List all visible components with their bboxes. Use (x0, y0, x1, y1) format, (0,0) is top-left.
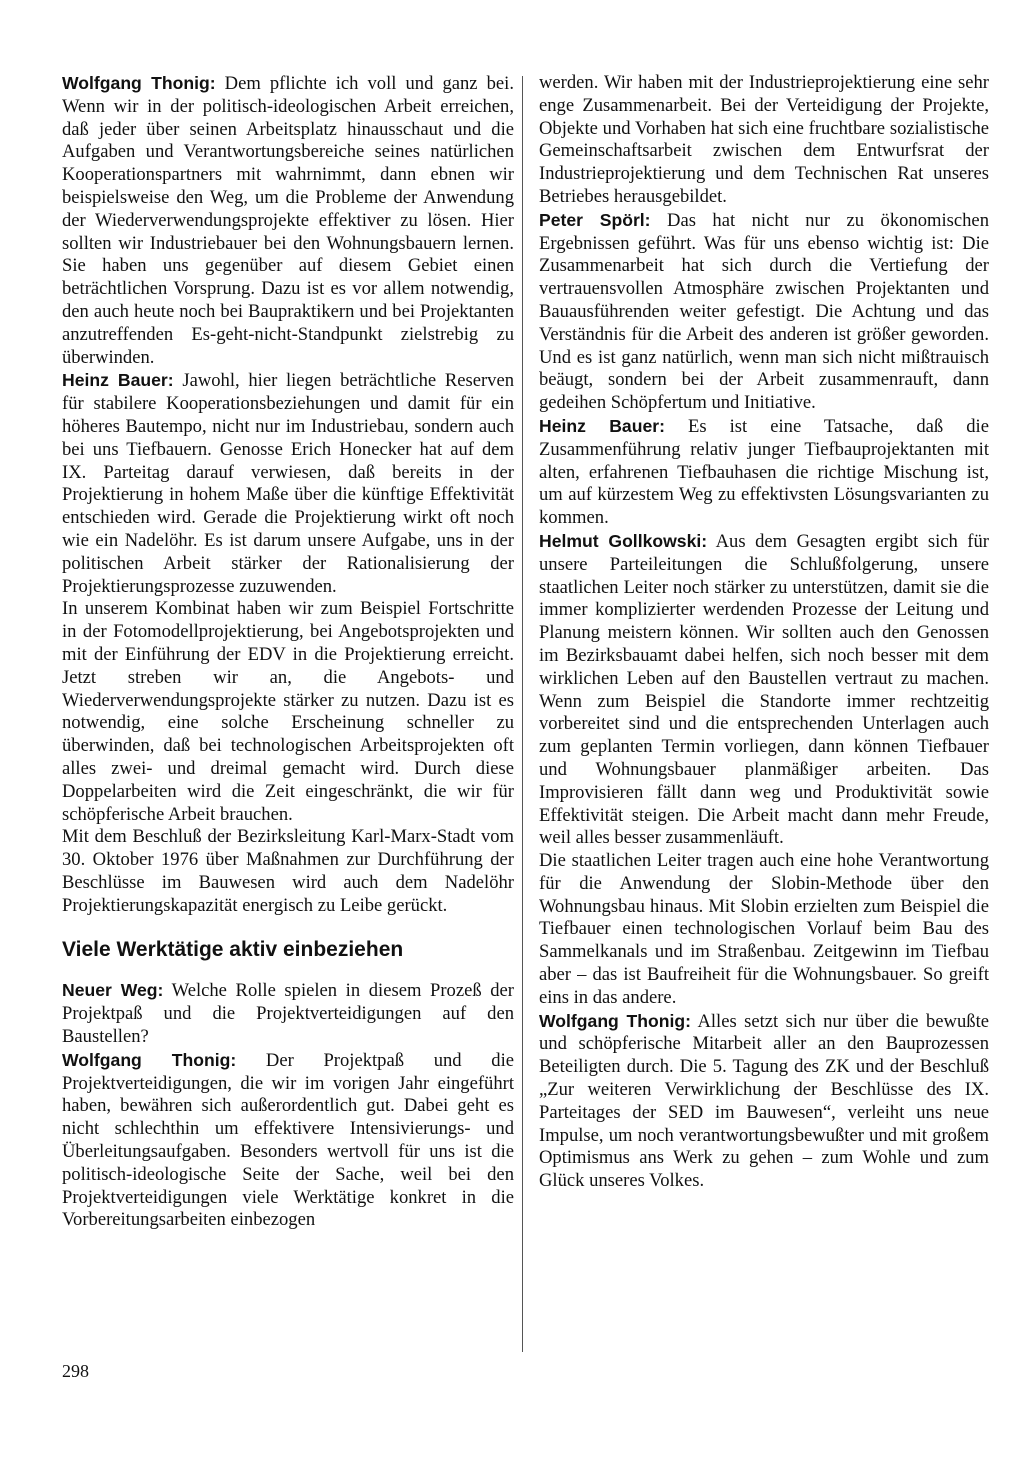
paragraph-text: Alles setzt sich nur über die bewußte und schöpferische Mitarbeit aller an den Bauprozessen Beteiligten durch. Die 5. Tagung des ZK und der Beschluß „Zur weiteren Verwirklichung der Beschlüsse des IX. Parteitages der SED im Bauwesen“, verleiht uns neue Impulse, um noch verantwortungsbewußter und mit großem Optimismus ans Werk zu gehen – zum Wohle und zum Glück unseres Volkes. (539, 1010, 989, 1192)
speaker-name: Helmut Gollkowski: (539, 530, 708, 551)
paragraph (62, 72, 514, 369)
paragraph-text: Welche Rolle spielen in diesem Prozeß der Projektpaß und die Projektverteidigungen auf den Baustellen? (62, 980, 514, 1048)
speaker-name: Heinz Bauer: (62, 370, 174, 391)
left-column (62, 72, 514, 1232)
paragraph (539, 530, 989, 850)
paragraph-text: Der Projektpaß und die Projektverteidigungen, die wir im vorigen Jahr eingeführt haben, bewähren sich außerordentlich gut. Dabei geht es nicht schlechthin um effektivere Intensivierungs- und Überleitungsaufgaben. Besonders wertvoll für uns ist die politisch-ideologische Seite der Sache, weil bei den Projektverteidigungen viele Werktätige konkret in die Vorbereitungsarbeiten einbezogen (62, 1049, 514, 1231)
paragraph-text: Dem pflichte ich voll und ganz bei. Wenn wir in der politisch-ideologischen Arbeit erreichen, daß jeder über seinen Arbeitsplatz hinausschaut und die Aufgaben und Verantwortungsbereiche seines natürlichen Kooperationspartners mit wahrnimmt, dann ebnen wir beispielsweise den Weg, um die Probleme der Anwendung der Wiederverwendungsprojekte effektiver zu lösen. Hier sollten wir Industriebauer bei den Wohnungsbauern lernen. Sie haben uns gegenüber auf diesem Gebiet einen beträchtlichen Vorsprung. Dazu ist es vor allem notwendig, den auch heute noch bei Baupraktikern und bei Projektanten anzutreffenden Es-geht-nicht-Standpunkt zielstrebig zu überwinden. (62, 73, 514, 368)
speaker-name: Wolfgang Thonig: (62, 1049, 237, 1070)
paragraph (62, 598, 514, 826)
paragraph (539, 209, 989, 415)
paragraph (62, 369, 514, 598)
speaker-name: Neuer Weg: (62, 980, 164, 1001)
column-divider (522, 76, 523, 1352)
paragraph (539, 850, 989, 1010)
section-heading: Viele Werktätige aktiv einbeziehen (62, 938, 404, 962)
paragraph-text: Mit dem Beschluß der Bezirksleitung Karl-Marx-Stadt vom 30. Oktober 1976 über Maßnahmen zur Durchführung der Beschlüsse im Bauwesen wird auch dem Nadelöhr Projektierungskapazität energisch zu Leibe gerückt. (62, 826, 514, 916)
right-column (539, 72, 989, 1193)
speaker-name: Wolfgang Thonig: (62, 73, 216, 93)
paragraph-text: Jawohl, hier liegen beträchtliche Reserven für stabilere Kooperationsbeziehungen und damit für ein höheres Bautempo, nicht nur im Industriebau, sondern auch bei uns Tiefbauern. Genosse Erich Honecker hat auf dem IX. Parteitag darauf verwiesen, daß bereits in der Projektierung in hohem Maße über die künftige Effektivität entschieden wird. Gerade die Projektierung wirkt oft noch wie ein Nadelöhr. Es ist darum unsere Aufgabe, uns in der politischen Arbeit stärker der Rationalisierung der Projektierungsprozesse zuzuwenden. (62, 370, 515, 597)
paragraph (62, 1049, 514, 1232)
paragraph (539, 1010, 989, 1193)
paragraph (62, 979, 514, 1048)
speaker-name: Heinz Bauer: (539, 415, 665, 436)
paragraph-text: Das hat nicht nur zu ökonomischen Ergebnissen geführt. Was für uns ebenso wichtig ist: Die Zusammenarbeit hat sich durch die Vertiefung der vertrauensvollen Atmosphäre zwischen Projektanten und Bauausführenden weiter gefestigt. Die Achtung und das Verständnis für die Arbeit des anderen ist größer geworden. Und es ist ganz natürlich, wenn man sich nicht mißtrauisch beäugt, sondern bei der Arbeit zusammenrauft, dann gedeihen Schöpfertum und Initiative. (539, 209, 989, 414)
paragraph-text: Aus dem Gesagten ergibt sich für unsere Parteileitungen die Schlußfolgerung, unsere staatlichen Leiter noch stärker zu unterstützen, damit sie die immer komplizierter werdenden Prozesse der Leitung und Planung meistern können. Wir sollten auch den Genossen im Bezirksbauamt dabei helfen, sich noch besser mit dem wirklichen Leben auf den Baustellen vertraut zu machen. Wenn zum Beispiel die Standorte immer rechtzeitig vorbereitet sind und die entsprechenden Unterlagen auch zum geplanten Termin vorliegen, dann können Tiefbauer und Wohnungsbauer planmäßiger arbeiten. Das Improvisieren fällt dann weg und Produktivität sowie Effektivität steigen. Die Arbeit macht dann mehr Freude, weil alles besser zusammenläuft. (539, 530, 989, 849)
paragraph-text: Es ist eine Tatsache, daß die Zusammenführung relativ junger Tiefbauprojektanten mit alten, erfahrenen Tiefbauhasen die richtige Mischung ist, um auf kürzestem Weg zu effektivsten Lösungsvarianten zu kommen. (539, 415, 989, 529)
paragraph (539, 415, 989, 530)
speaker-name: Wolfgang Thonig: (539, 1010, 691, 1031)
paragraph (539, 72, 989, 209)
paragraph (62, 826, 514, 917)
speaker-name: Peter Spörl: (539, 209, 651, 230)
paragraph-text: In unserem Kombinat haben wir zum Beispiel Fortschritte in der Fotomodellprojektierung, bei Angebotsprojekten und mit der Einführung der EDV in die Projektierung erreicht. Jetzt streben wir an, die Angebots- und Wiederverwendungsprojekte stärker zu nutzen. Dazu ist es notwendig, eine solche Erscheinung schneller zu überwinden, daß bei technologischen Arbeitsprojekten oft alles zwei- und dreimal gemacht wird. Durch diese Doppelarbeiten wird die Zeit eingeschränkt, die wir für schöpferische Arbeit brauchen. (62, 598, 514, 825)
paragraph-text: werden. Wir haben mit der Industrieprojektierung eine sehr enge Zusammenarbeit. Bei der Verteidigung der Projekte, Objekte und Vorhaben hat sich eine fruchtbare sozialistische Gemeinschaftsarbeit zwischen dem Entwurfsrat der Industrieprojektierung und dem Technischen Rat unseres Betriebes herausgebildet. (539, 72, 989, 207)
page-number: 298 (62, 1361, 89, 1381)
paragraph-text: Die staatlichen Leiter tragen auch eine hohe Verantwortung für die Anwendung der Slobin-Methode über den Wohnungsbau hinaus. Mit Slobin erzielten zum Beispiel die Tiefbauer einen technologischen Vorlauf beim Bau des Sammelkanals und im Straßenbau. Zeitgewinn im Tiefbau aber – das ist Baufreiheit für die Wohnungsbauer. So greift eins in das andere. (539, 850, 989, 1008)
